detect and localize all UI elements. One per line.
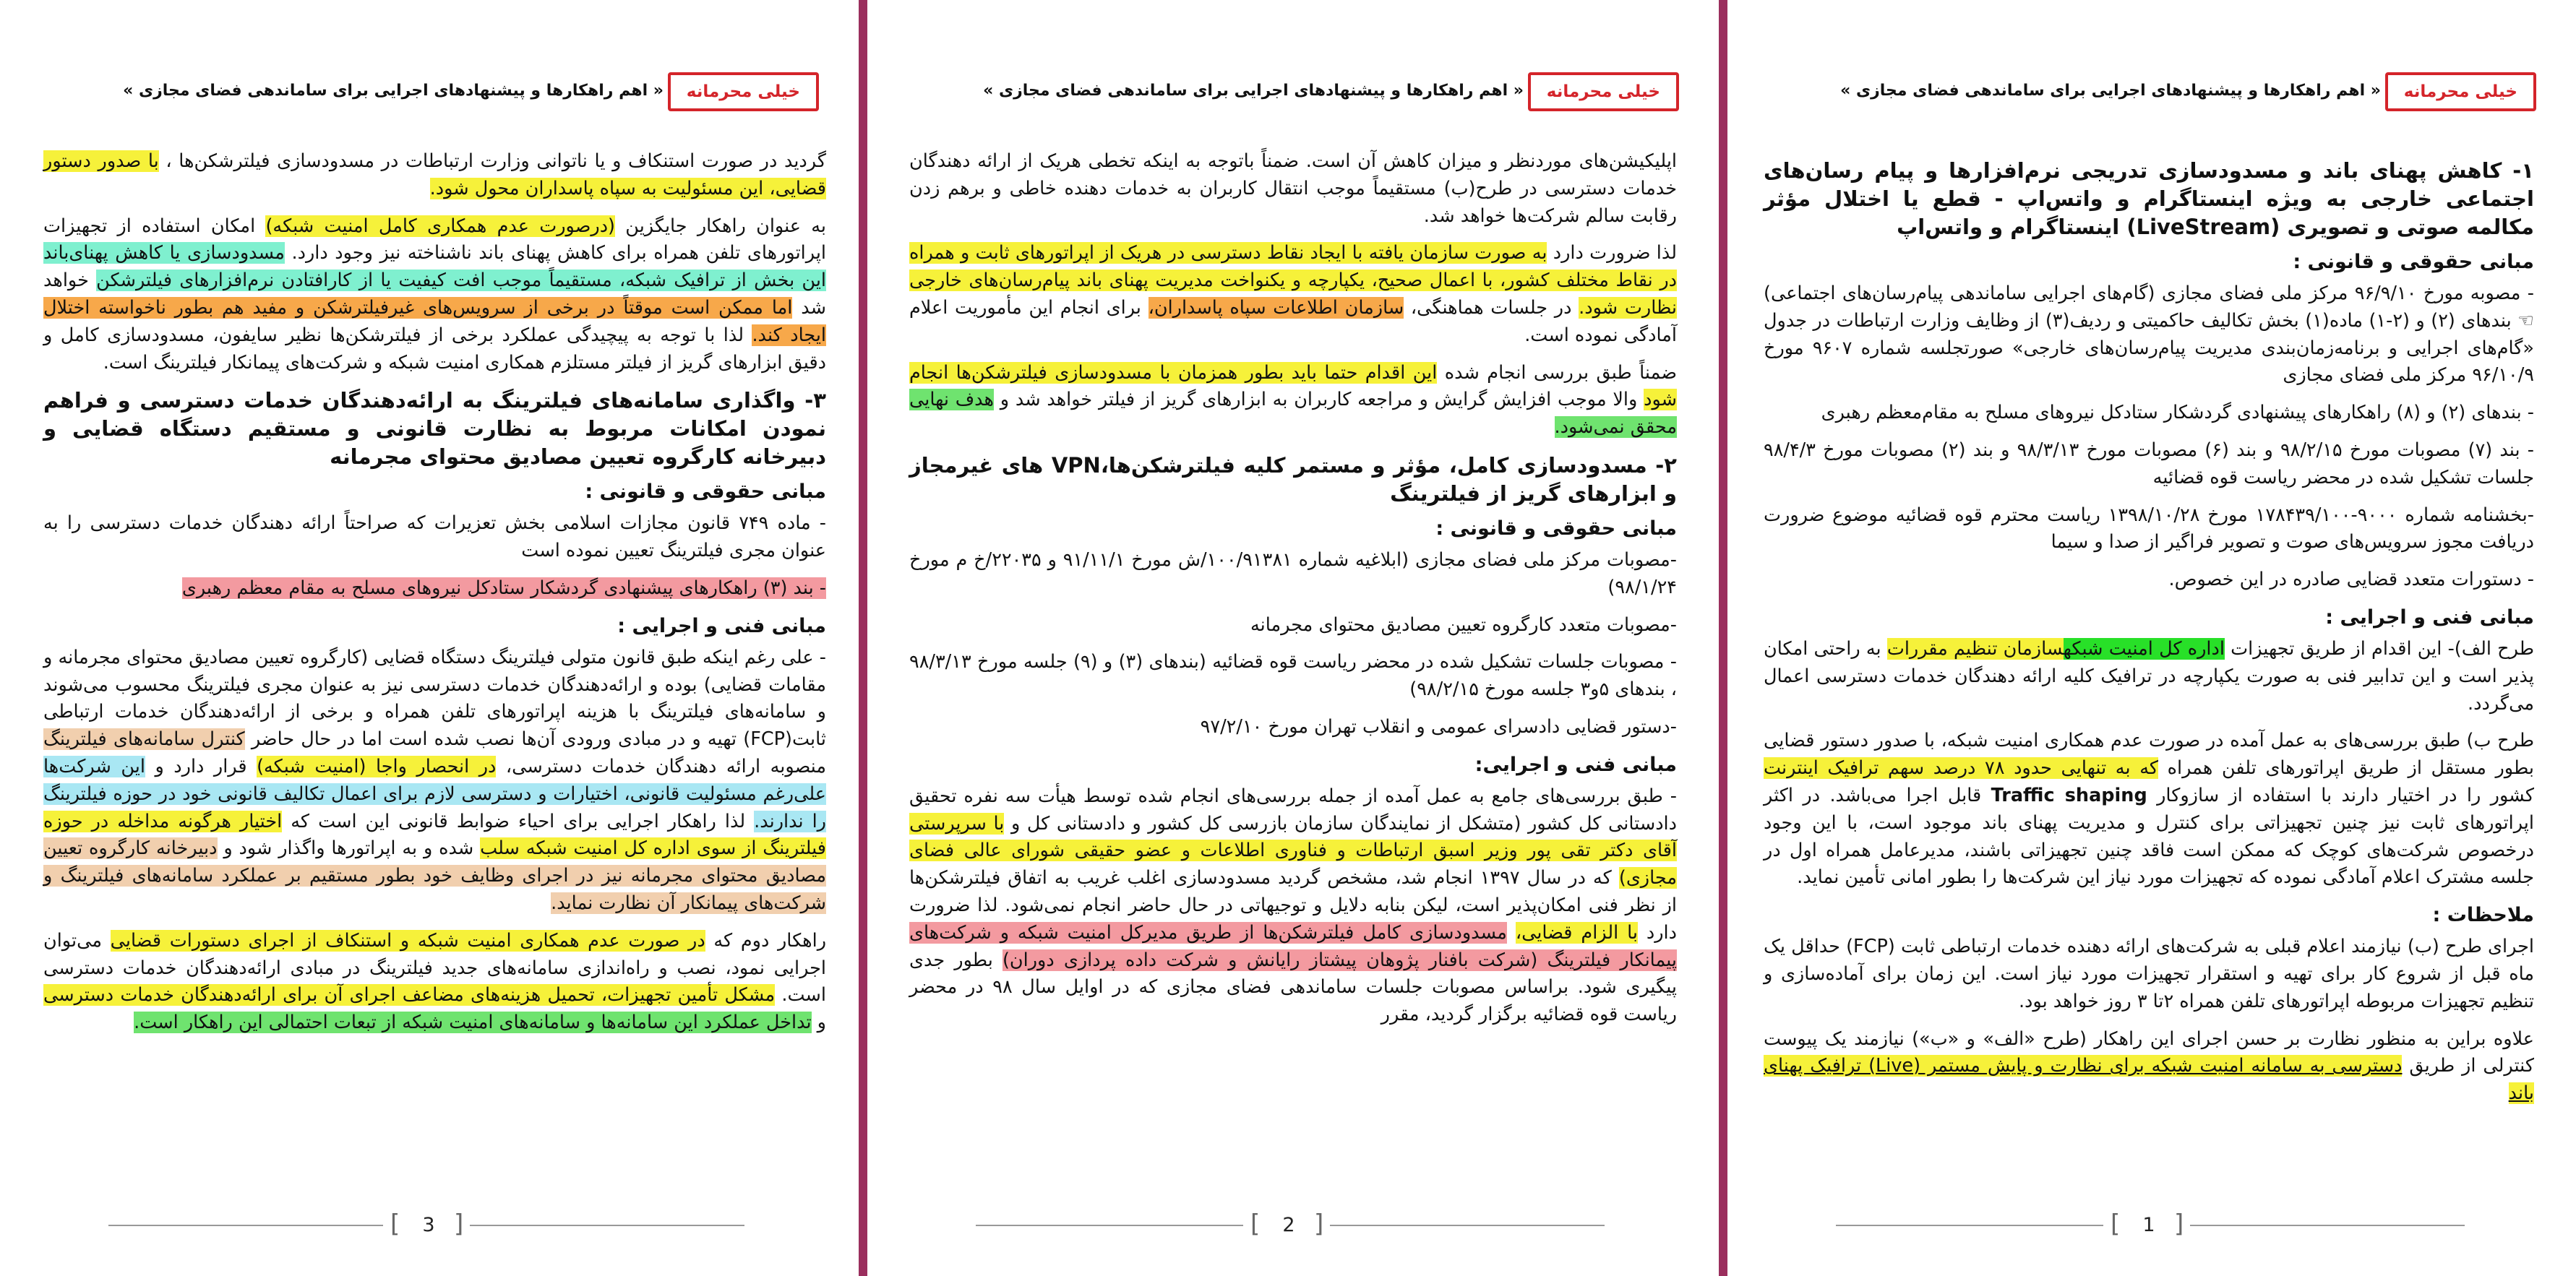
paragraph: - دستورات متعدد قضایی صادره در این خصوص. — [2168, 569, 2534, 591]
highlight: مشکل تأمین تجهیزات، تحمیل هزینه‌های مضاعف اجرای آن برای ارائه‌دهندگان خدمات دسترسی — [43, 984, 776, 1006]
page-header — [1727, 69, 2576, 113]
paragraph: - بند (۷) مصوبات مورخ ۹۸/۲/۱۵ و بند (۶) مصوبات مورخ ۹۸/۳/۱۳ و بند (۲) مصوبات مورخ ۹۸/۴/۳ جلسات تشکیل شده در محضر ریاست قوه قضائیه — [1764, 439, 2534, 488]
highlight: اما ممکن است موقتاً در برخی از سرویس‌های غیرفیلترشکن و مفید هم بطور ناخواسته اختلال ایجاد کند. — [43, 296, 827, 346]
page-header — [0, 69, 859, 113]
header-title: « اهم راهکارها و پیشنهادهای اجرایی برای ساماندهی فضای مجازی » — [1840, 82, 2381, 100]
page-number: 1 — [2142, 1214, 2155, 1236]
highlight: اختیار هرگونه مداخله در حوزه فیلترینگ از سوی اداره کل امنیت شبکه سلب — [43, 810, 826, 860]
section-heading: ۳- واگذاری سامانه‌های فیلترینگ به ارائه‌دهندگان خدمات دسترسی و فراهم نمودن امکانات مربوط به نظارت قانونی و مستقیم دستگاه قضایی و دبیرخانه کارگروه تعیین مصادیق محتوای مجرمانه — [43, 388, 826, 470]
page-footer: [ 3 ] — [0, 1210, 859, 1239]
page-separator — [859, 0, 867, 1276]
highlight: مسدودسازی کامل فیلترشکن‌ها از طریق مدیرکل امنیت شبکه و شرکت‌های پیمانکار فیلترینگ (شرکت بافنار پژوهان پیشتاز رایانش و شرکت داده پردازی دوران) — [909, 921, 1677, 971]
page-1 — [1727, 0, 2576, 1276]
highlight: دسترسی به سامانه امنیت شبکه برای نظارت و پایش مستمر (Live) ترافیک پهنای باند — [1764, 1055, 2534, 1105]
highlight: در صورت عدم همکاری امنیت شبکه و استنکاف از اجرای دستورات قضایی — [110, 929, 705, 952]
highlight: سازمان اطلاعات سپاه پاسداران، — [1148, 296, 1404, 319]
highlight: که به تنهایی حدود ۷۸ درصد سهم ترافیک اینترنت — [1764, 757, 2159, 780]
highlight: تداخل عملکرد این سامانه‌ها و سامانه‌های امنیت شبکه از تبعات احتمالی این راهکار است. — [134, 1012, 812, 1034]
highlight: این شرکت‌ها علی‌رغم مسئولیت قانونی، اختیارات و دسترسی لازم برای اعمال تکالیف قانونی خود در حوزه فیلترینگ را ندارند. — [43, 755, 826, 832]
paragraph: به عنوان راهکار جایگزین (درصورت عدم همکاری کامل امنیت شبکه) امکان استفاده از تجهیزات اپراتورهای تلفن همراه برای کاهش پهنای باند ناشناخته نیز وجود دارد. مسدودسازی یا کاهش پهنای‌باند این بخش از ترافیک شبکه، مستقیماً موجب افت کیفیت یا از کارافتادن نرم‌افزارهای فیلترشکن خواهد شد اما ممکن است موقتاً در برخی از سرویس‌های غیرفیلترشکن و مفید هم بطور ناخواسته اختلال ایجاد کند. لذا با توجه به پیچیدگی عملکرد برخی از فیلترشکن‌ها نظیر سایفون، مسدودسازی کامل و دقیق ابزارهای گریز از فیلتر مستلزم همکاری امنیت شبکه و شرکت‌های پیمانکار فیلترینگ است. — [43, 215, 827, 374]
paragraph: اپلیکیشن‌های موردنظر و میزان کاهش آن است. ضمناً باتوجه به اینکه تخطی هریک از ارائه دهندگان خدمات دسترسی در طرح(ب) مستقیماً موجب انتقال کاربران به خدمات دهنده خاطی و برهم زدن رقابت سالم شرکت‌ها خواهد شد. — [909, 150, 1677, 227]
page-body — [1764, 148, 2534, 1118]
page-footer: [ 1 ] — [1727, 1210, 2576, 1239]
highlight: هدف نهایی محقق نمی‌شود. — [909, 389, 1677, 439]
legal-heading: مبانی حقوقی و قانونی : — [1435, 517, 1677, 540]
tech-heading: مبانی فنی و اجرایی : — [2325, 605, 2534, 629]
page-number: 2 — [1282, 1214, 1295, 1236]
classification-stamp: خیلی محرمانه — [668, 72, 819, 111]
paragraph: -مصوبات متعدد کارگروه تعیین مصادیق محتوای مجرمانه — [1250, 613, 1677, 636]
highlight: در انحصار واجا (امنیت شبکه) — [257, 755, 497, 777]
paragraph: -دستور قضایی دادسرای عمومی و انقلاب تهران مورخ ۹۷/۲/۱۰ — [1200, 715, 1677, 738]
paragraph: - مصوبه مورخ ۹۶/۹/۱۰ مرکز ملی فضای مجازی (گام‌های اجرایی ساماندهی پیام‌رسان‌های اجتماعی) ☜ بندهای (۲) و (۲-۱) ماده(۱) بخش تکالیف حاکمیتی و ردیف(۳) از وظایف وزارت ارتباطات در جدول «گام‌های اجرایی و برنامه‌زمان‌بندی مدیریت پیام‌رسان‌های خارجی» صورتجلسه شماره ۹۶۰۷ مورخ ۹۶/۱۰/۹ مرکز ملی فضای مجازی — [1764, 283, 2534, 387]
paragraph: طرح ب) طبق بررسی‌های به عمل آمده در صورت عدم همکاری امنیت شبکه، با صدور دستور قضایی بطور مستقل از طریق اپراتورهای تلفن همراه که به تنهایی حدود ۷۸ درصد سهم ترافیک اینترنت کشور را در اختیار دارند با استفاده از سازوکار Traffic shaping قابل اجرا می‌باشد. در اکثر اپراتورهای ثابت نیز چنین تجهیزاتی برای کنترل و مدیریت پهنای باند موجود است، با این وجود درخصوص شرکت‌های کوچک که ممکن است فاقد چنین تجهیزاتی باشند، مدیرعامل همراه اول در جلسه مشترک اعلام آمادگی نموده که تجهیزات مورد نیاز این شرکت‌ها را بطور امانی تأمین نماید. — [1764, 730, 2535, 889]
highlight: به صورت سازمان یافته با ایجاد نقاط دسترسی در هریک از اپراتورهای ثابت و همراه در نقاط مختلف کشور، با اعمال صحیح، یکپارچه و یکنواخت مدیریت پهنای باند پیام‌رسان‌های خارجی نظارت شود. — [909, 242, 1677, 319]
page-footer: [ 2 ] — [867, 1210, 1719, 1239]
paragraph: لذا ضرورت دارد به صورت سازمان یافته با ایجاد نقاط دسترسی در هریک از اپراتورهای ثابت و همراه در نقاط مختلف کشور، با اعمال صحیح، یکپارچه و یکنواخت مدیریت پهنای باند پیام‌رسان‌های خارجی نظارت شود. در جلسات هماهنگی، سازمان اطلاعات سپاه پاسداران، برای انجام این مأموریت اعلام آمادگی نموده است. — [909, 242, 1677, 346]
highlight: دبیرخانه کارگروه تعیین مصادیق محتوای مجرمانه نیز در اجرای وظایف خود بطور مستقیم بر عملکرد سامانه‌های فیلترینگ و شرکت‌های پیمانکار آن نظارت نماید. — [43, 837, 826, 914]
notes-heading: ملاحظات : — [2432, 904, 2534, 927]
classification-stamp: خیلی محرمانه — [2385, 72, 2536, 111]
highlight: سازمان تنظیم مقررات — [1886, 637, 2064, 660]
paragraph: -مصوبات مرکز ملی فضای مجازی (ابلاغیه شماره ۱۰۰/۹۱۳۸۱/ش مورخ ۹۱/۱۱/۱ و ۲۲۰۳۵/خ م مورخ ۹۸/۱/۲۴) — [909, 548, 1677, 598]
highlight: اداره کل امنیت شبکه — [2063, 637, 2225, 660]
page-header — [867, 69, 1719, 113]
paragraph: - مصوبات جلسات تشکیل شده در محضر ریاست قوه قضائیه (بندهای (۳) و (۹) جلسه مورخ ۹۸/۳/۱۳ ، بندهای ۵و۳ جلسه مورخ ۹۸/۲/۱۵) — [909, 651, 1677, 701]
page-3 — [0, 0, 859, 1276]
paragraph — [43, 575, 826, 603]
paragraph: ضمناً طبق بررسی انجام شده این اقدام حتما باید بطور همزمان با مسدودسازی فیلترشکن‌ها انجام شود والا موجب افزایش گرایش و مراجعه کاربران به ابزارهای گریز از فیلتر خواهد شد و هدف نهایی محقق نمی‌شود. — [909, 361, 1678, 439]
paragraph: - طبق بررسی‌های جامع به عمل آمده از جمله بررسی‌های انجام شده توسط هیأت سه نفره تحقیق دادستانی کل کشور (متشکل از نمایندگان سازمان بازرسی کل کشور و دادستانی کل و با سرپرستی آقای دکتر تقی پور وزیر اسبق ارتباطات و فناوری اطلاعات و عضو حقیقی شورای عالی فضای مجازی) که در سال ۱۳۹۷ انجام شد، مشخص گردید مسدودسازی اغلب غریب به اتفاق فیلترشکن‌ها از نظر فنی امکان‌پذیر است، لیکن بنابه دلایل و توجیهاتی در حال حاضر انجام نمی‌شود. لذا ضرورت دارد با الزام قضایی، مسدودسازی کامل فیلترشکن‌ها از طریق مدیرکل امنیت شبکه و شرکت‌های پیمانکار فیلترینگ (شرکت بافنار پژوهان پیشتاز رایانش و شرکت داده پردازی دوران) بطور جدی پیگیری شود. براساس مصوبات جلسات ساماندهی فضای مجازی که در اوایل سال ۹۸ در محضر ریاست قوه قضائیه برگزار گردید، مقرر — [909, 785, 1678, 1026]
legal-heading: مبانی حقوقی و قانونی : — [585, 480, 826, 504]
page-body — [43, 148, 826, 1047]
paragraph: طرح الف)- این اقدام از طریق تجهیزات اداره کل امنیت شبکهسازمان تنظیم مقررات به راحتی امکان پذیر است و این تدابیر فنی به صورت یکپارچه در ترافیک کلیه ارائه دهندگان خدمات دسترسی اعمال می‌گردد. — [1764, 637, 2534, 715]
page-number: 3 — [422, 1214, 435, 1236]
highlight: با صدور دستور قضایی، این مسئولیت به سپاه پاسداران محول شود. — [43, 150, 826, 199]
paragraph: اجرای طرح (ب) نیازمند اعلام قبلی به شرکت‌های ارائه دهنده خدمات ارتباطی ثابت (FCP) حداقل یک ماه قبل از شروع کار برای تهیه و استقرار تجهیزات مورد نیاز است. این زمان برای آماده‌سازی و تنظیم تجهیزات مربوطه اپراتورهای تلفن همراه ۲تا ۳ روز خواهد بود. — [1764, 936, 2534, 1012]
section-heading: ۱- کاهش پهنای باند و مسدودسازی تدریجی نرم‌افزارها و پیام رسان‌های اجتماعی خارجی به ویژه اینستاگرام و واتس‌اپ - قطع یا اختلال مؤثر مکالمه صوتی و تصویری (LiveStream) اینستاگرام و واتس‌اپ — [1764, 158, 2534, 239]
page-body — [909, 148, 1677, 1039]
tech-heading: مبانی فنی و اجرایی: — [1474, 753, 1677, 776]
header-title: « اهم راهکارها و پیشنهادهای اجرایی برای ساماندهی فضای مجازی » — [123, 82, 664, 100]
paragraph: گردید در صورت استنکاف و یا ناتوانی وزارت ارتباطات در مسدودسازی فیلترشکن‌ها ، با صدور دستور قضایی، این مسئولیت به سپاه پاسداران محول شود. — [43, 150, 826, 199]
paragraph: علاوه براین به منظور نظارت بر حسن اجرای این راهکار (طرح «الف» و «ب») نیازمند یک پیوست کنترلی از طریق دسترسی به سامانه امنیت شبکه برای نظارت و پایش مستمر (Live) ترافیک پهنای باند — [1764, 1027, 2534, 1105]
section-heading: ۲- مسدودسازی کامل، مؤثر و مستمر کلیه فیلترشکن‌ها،VPN های غیرمجاز و ابزارهای گریز از فیلترینگ — [909, 452, 1677, 506]
highlight: با الزام قضایی، — [1515, 921, 1638, 944]
page-separator — [1719, 0, 1727, 1276]
highlight: با سرپرستی آقای دکتر تقی پور وزیر اسبق ارتباطات و فناوری اطلاعات و عضو حقیقی شورای عالی فضای مجازی) — [909, 812, 1678, 889]
highlight: (درصورت عدم همکاری کامل امنیت شبکه) — [265, 215, 616, 237]
highlight: این اقدام حتما باید بطور همزمان با مسدودسازی فیلترشکن‌ها انجام شود — [909, 361, 1678, 411]
paragraph: - ماده ۷۴۹ قانون مجازات اسلامی بخش تعزیرات که صراحتاً ارائه دهندگان خدمات دسترسی را به عنوان مجری فیلترینگ تعیین نموده است — [43, 512, 826, 562]
paragraph: -بخشنامه شماره ۹۰۰۰-۱۷۸۴۳۹/۱۰۰ مورخ ۱۳۹۸/۱۰/۲۸ ریاست محترم قوه قضائیه موضوع ضرورت دریافت مجوز سرویس‌های صوت و تصویر فراگیر از صدا و سیما — [1764, 504, 2534, 553]
highlight: کنترل سامانه‌های فیلترینگ — [43, 728, 245, 751]
paragraph: - علی رغم اینکه طبق قانون متولی فیلترینگ دستگاه قضایی (کارگروه تعیین مصادیق محتوای مجرمانه و مقامات قضایی) بوده و ارائه‌دهندگان خدمات دسترسی نیز به عنوان مجری فیلترینگ محسوب می‌شوند و سامانه‌های فیلترینگ با هزینه اپراتورهای تلفن همراه و برخی از ارائه‌دهندگان خدمات ارتباطی ثابت(FCP) تهیه و در مبادی ورودی آن‌ها نصب شده است اما در حال حاضر کنترل سامانه‌های فیلترینگ منصوبه ارائه دهندگان خدمات دسترسی، در انحصار واجا (امنیت شبکه) قرار دارد و این شرکت‌ها علی‌رغم مسئولیت قانونی، اختیارات و دسترسی لازم برای اعمال تکالیف قانونی خود در حوزه فیلترینگ را ندارند. لذا راهکار اجرایی برای احیاء ضوابط قانونی این است که اختیار هرگونه مداخله در حوزه فیلترینگ از سوی اداره کل امنیت شبکه سلب شده و به اپراتورها واگذار شود و دبیرخانه کارگروه تعیین مصادیق محتوای مجرمانه نیز در اجرای وظایف خود بطور مستقیم بر عملکرد سامانه‌های فیلترینگ و شرکت‌های پیمانکار آن نظارت نماید. — [43, 646, 827, 914]
highlight: مسدودسازی یا کاهش پهنای‌باند این بخش از ترافیک شبکه، مستقیماً موجب افت کیفیت یا از کارافتادن نرم‌افزارهای فیلترشکن — [43, 242, 827, 292]
classification-stamp: خیلی محرمانه — [1528, 72, 1679, 111]
page-2 — [867, 0, 1719, 1276]
tech-heading: مبانی فنی و اجرایی : — [617, 614, 826, 637]
legal-heading: مبانی حقوقی و قانونی : — [2293, 251, 2534, 273]
highlight: - بند (۳) راهکارهای پیشنهادی گردشکار ستادکل نیروهای مسلح به مقام معظم رهبری — [181, 577, 826, 599]
paragraph: - بندهای (۲) و (۸) راهکارهای پیشنهادی گردشکار ستادکل نیروهای مسلح به مقام‌معظم رهبری — [1821, 402, 2534, 424]
paragraph: راهکار دوم که در صورت عدم همکاری امنیت شبکه و استنکاف از اجرای دستورات قضایی می‌توان اجرایی نمود، نصب و راه‌اندازی سامانه‌های جدید فیلترینگ در مبادی ارائه‌دهندگان خدمات دسترسی است. مشکل تأمین تجهیزات، تحمیل هزینه‌های مضاعف اجرای آن برای ارائه‌دهندگان خدمات دسترسی و تداخل عملکرد این سامانه‌ها و سامانه‌های امنیت شبکه از تبعات احتمالی این راهکار است. — [43, 929, 827, 1034]
header-title: « اهم راهکارها و پیشنهادهای اجرایی برای ساماندهی فضای مجازی » — [983, 82, 1524, 100]
